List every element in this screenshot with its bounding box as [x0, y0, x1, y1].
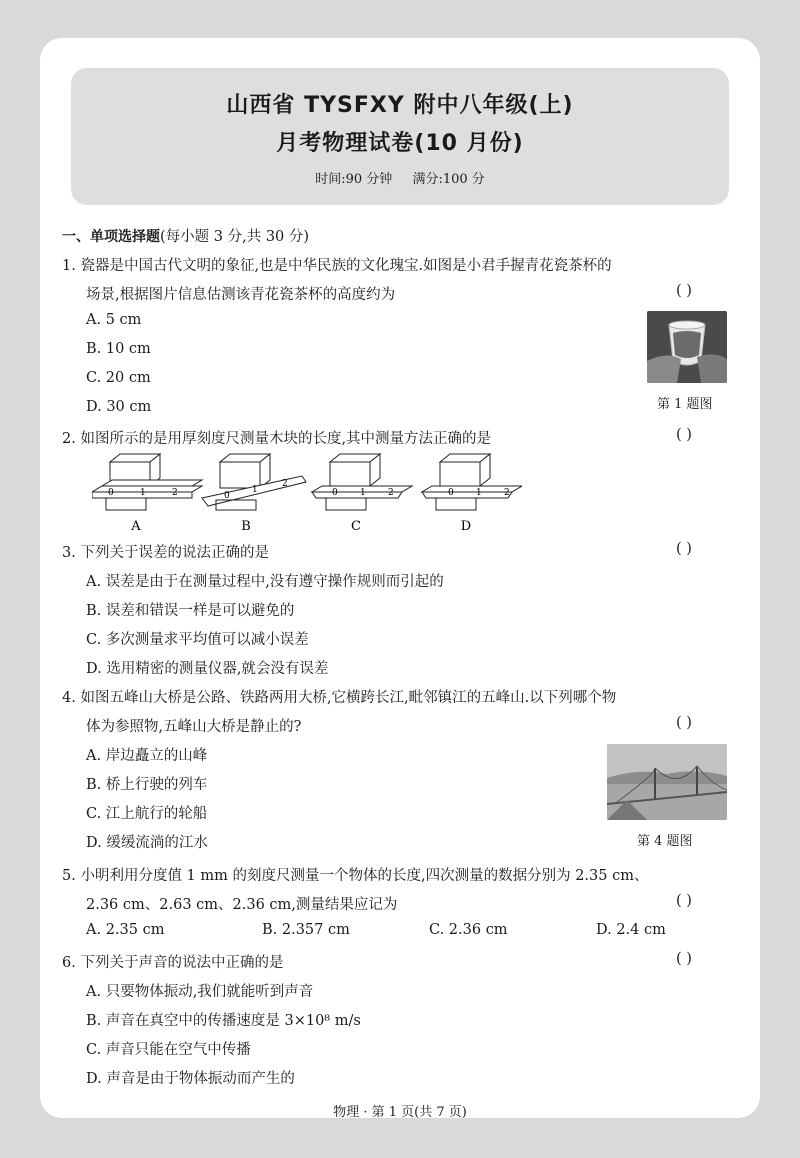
- tick-label: 1: [140, 488, 146, 498]
- tick-label: 1: [476, 488, 482, 498]
- exam-subtitle: 月考物理试卷(10 月份): [276, 131, 524, 156]
- q5-option-a: A. 2.35 cm: [86, 922, 165, 938]
- exam-time: 时间:90 分钟: [315, 172, 393, 187]
- ruler-option-b: [202, 454, 306, 510]
- section-title: [62, 225, 309, 246]
- section-name: 一、单项选择题: [62, 229, 160, 245]
- q3-option-d: D. 选用精密的测量仪器,就会没有误差: [86, 661, 329, 677]
- tick-label: 1: [360, 488, 366, 498]
- ruler-label-d: D: [460, 519, 472, 533]
- teacup-photo-icon: [647, 311, 727, 383]
- q1-answer-blank: ( ): [676, 283, 692, 299]
- q3-stem: 3. 下列关于误差的说法正确的是: [62, 545, 269, 561]
- q3-option-b: B. 误差和错误一样是可以避免的: [86, 603, 295, 619]
- q5-option-c: C. 2.36 cm: [429, 922, 508, 938]
- q3-answer-blank: ( ): [676, 541, 692, 557]
- bridge-photo-icon: [607, 744, 727, 820]
- tick-label: 1: [252, 485, 258, 495]
- tick-label: 2: [388, 488, 394, 498]
- q5-stem-line2: 2.36 cm、2.63 cm、2.36 cm,测量结果应记为: [86, 897, 398, 913]
- tick-label: 0: [224, 491, 230, 501]
- q1-figure-caption: 第 1 题图: [657, 397, 713, 412]
- exam-header: [71, 68, 729, 205]
- q6-option-d: D. 声音是由于物体振动而产生的: [86, 1071, 295, 1087]
- ruler-label-c: C: [351, 519, 361, 533]
- exam-meta: [71, 168, 729, 187]
- q6-option-c: C. 声音只能在空气中传播: [86, 1042, 251, 1058]
- q1-stem-line2: 场景,根据图片信息估测该青花瓷茶杯的高度约为: [86, 287, 396, 303]
- exam-page: [40, 38, 760, 1118]
- ruler-option-d: [422, 454, 522, 510]
- q6-option-a: A. 只要物体振动,我们就能听到声音: [86, 984, 314, 1000]
- q3-option-a: A. 误差是由于在测量过程中,没有遵守操作规则而引起的: [86, 574, 444, 590]
- tick-label: 0: [108, 488, 114, 498]
- ruler-option-c: [312, 454, 412, 510]
- q3-option-c: C. 多次测量求平均值可以减小误差: [86, 632, 309, 648]
- bridge-photo: [607, 744, 727, 820]
- tick-label: 2: [282, 479, 288, 489]
- q2-stem: 2. 如图所示的是用厚刻度尺测量木块的长度,其中测量方法正确的是: [62, 431, 492, 447]
- ruler-label-a: A: [131, 519, 141, 533]
- teacup-photo: [647, 311, 727, 383]
- tick-label: 2: [504, 488, 510, 498]
- tick-label: 0: [332, 488, 338, 498]
- q6-option-b: B. 声音在真空中的传播速度是 3×10⁸ m/s: [86, 1013, 361, 1029]
- ruler-label-b: B: [241, 519, 251, 533]
- exam-score: 满分:100 分: [412, 172, 485, 187]
- q4-option-c: C. 江上航行的轮船: [86, 806, 208, 822]
- q5-stem-line1: 5. 小明利用分度值 1 mm 的刻度尺测量一个物体的长度,四次测量的数据分别为 2.35 cm、: [62, 868, 649, 884]
- q4-option-d: D. 缓缓流淌的江水: [86, 835, 208, 851]
- q6-stem: 6. 下列关于声音的说法中正确的是: [62, 955, 284, 971]
- q6-answer-blank: ( ): [676, 951, 692, 967]
- page-footer: 物理 · 第 1 页(共 7 页): [333, 1105, 467, 1120]
- q2-answer-blank: ( ): [676, 427, 692, 443]
- q1-stem-line1: 1. 瓷器是中国古代文明的象征,也是中华民族的文化瑰宝.如图是小君手握青花瓷茶杯的: [62, 258, 612, 274]
- q1-option-b: B. 10 cm: [86, 341, 151, 357]
- q1-option-c: C. 20 cm: [86, 370, 151, 386]
- tick-label: 2: [172, 488, 178, 498]
- q4-option-a: A. 岸边矗立的山峰: [86, 748, 208, 764]
- tick-label: 0: [448, 488, 454, 498]
- q4-option-b: B. 桥上行驶的列车: [86, 777, 208, 793]
- q4-stem-line1: 4. 如图五峰山大桥是公路、铁路两用大桥,它横跨长江,毗邻镇江的五峰山.以下列哪个物: [62, 690, 617, 706]
- q5-option-d: D. 2.4 cm: [596, 922, 666, 938]
- q5-option-b: B. 2.357 cm: [262, 922, 350, 938]
- q1-option-a: A. 5 cm: [86, 312, 142, 328]
- ruler-option-a: [92, 454, 202, 510]
- q1-option-d: D. 30 cm: [86, 399, 152, 415]
- q2-ruler-figure: [92, 448, 522, 533]
- q4-answer-blank: ( ): [676, 715, 692, 731]
- section-note: (每小题 3 分,共 30 分): [160, 229, 310, 245]
- q4-stem-line2: 体为参照物,五峰山大桥是静止的?: [86, 719, 302, 735]
- q5-answer-blank: ( ): [676, 893, 692, 909]
- q4-figure-caption: 第 4 题图: [637, 834, 693, 849]
- exam-title: 山西省 TYSFXY 附中八年级(上): [226, 93, 574, 118]
